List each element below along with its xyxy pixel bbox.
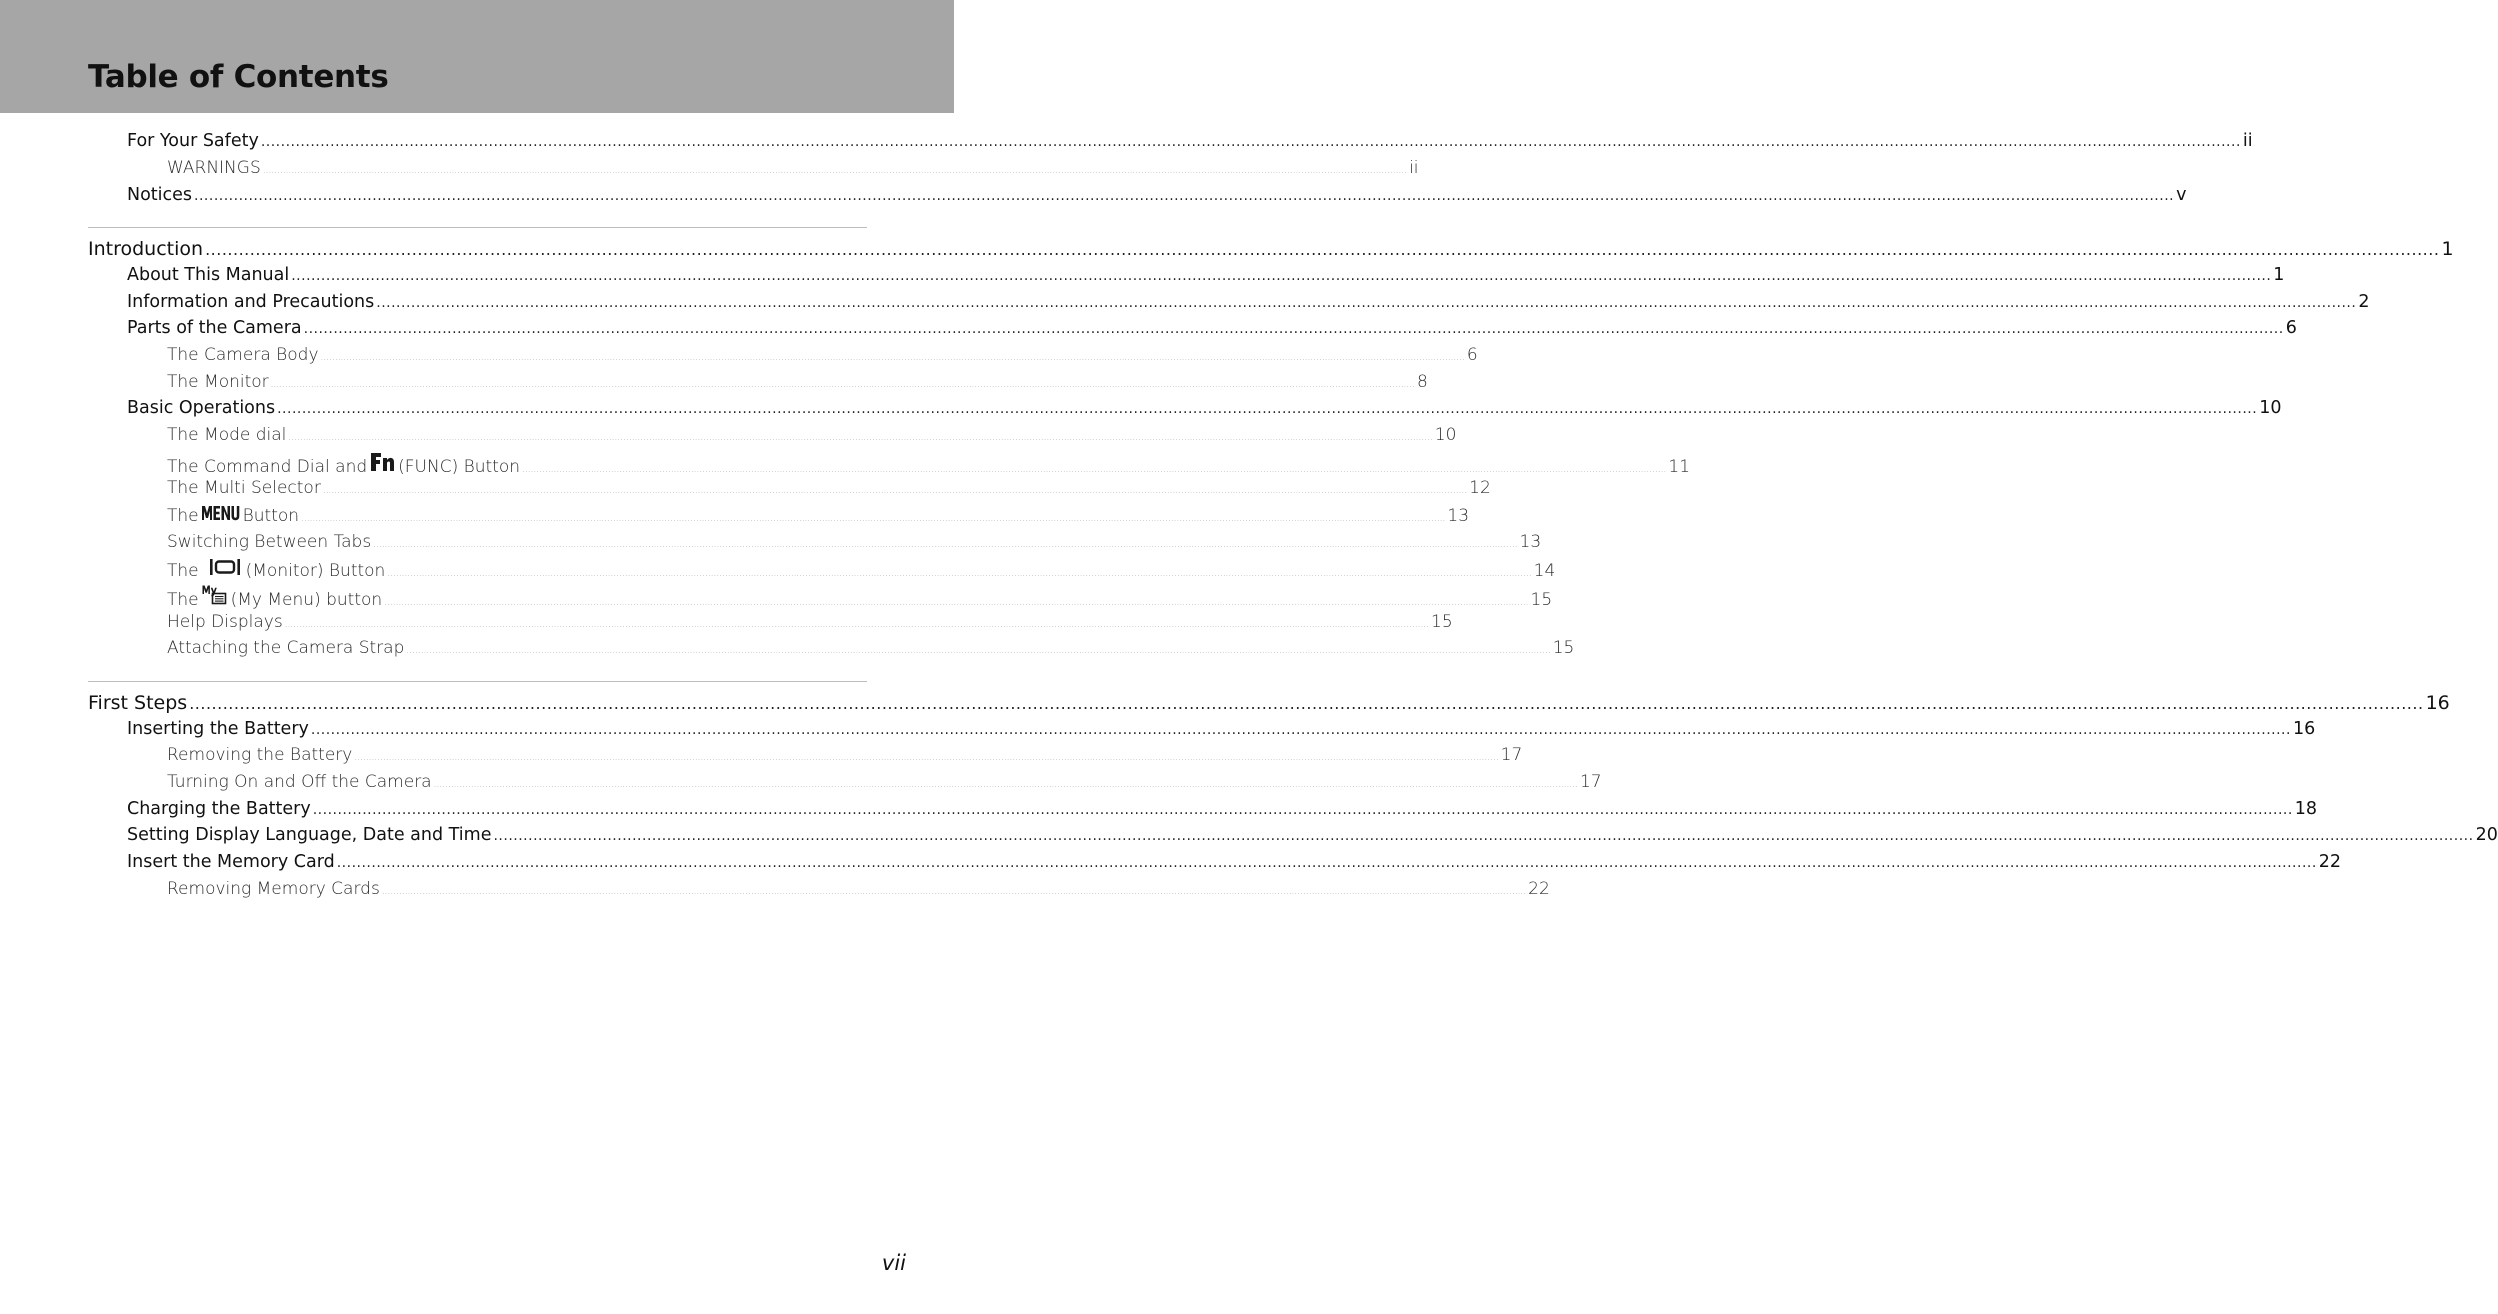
leader-dots: ................................................................................................................................................................................................................................................................................................................................................................................................................	[493, 828, 2474, 844]
leader-dots: ................................................................................................................................................................................................................................................................................................................................................................................................................	[320, 353, 1465, 363]
toc-entry-camera-strap[interactable]: Attaching the Camera Strap ................................................................................................................................................................................................................................................................................................................................................................................................................ 15	[167, 638, 1575, 658]
leader-dots: ................................................................................................................................................................................................................................................................................................................................................................................................................	[288, 433, 1433, 443]
leader-dots: ................................................................................................................................................................................................................................................................................................................................................................................................................	[384, 598, 1529, 608]
toc-entry-notices[interactable]: Notices ................................................................................................................................................................................................................................................................................................................................................................................................................ v	[127, 185, 2187, 205]
leader-dots: ................................................................................................................................................................................................................................................................................................................................................................................................................	[270, 380, 1415, 390]
leader-dots: ................................................................................................................................................................................................................................................................................................................................................................................................................	[373, 540, 1518, 550]
toc-entry-switching-tabs[interactable]: Switching Between Tabs ................................................................................................................................................................................................................................................................................................................................................................................................................ 13	[167, 532, 1542, 552]
leader-dots: ................................................................................................................................................................................................................................................................................................................................................................................................................	[381, 887, 1527, 897]
toc-entry-information-precautions[interactable]: Information and Precautions ................................................................................................................................................................................................................................................................................................................................................................................................................ 2	[127, 292, 2370, 312]
toc-entry-warnings[interactable]: WARNINGS ................................................................................................................................................................................................................................................................................................................................................................................................................ ii	[167, 158, 1419, 178]
menu-button-icon	[202, 505, 240, 521]
toc-entry-multi-selector[interactable]: The Multi Selector ................................................................................................................................................................................................................................................................................................................................................................................................................ 12	[167, 478, 1491, 498]
leader-dots: ................................................................................................................................................................................................................................................................................................................................................................................................................	[376, 295, 2357, 311]
leader-dots: ................................................................................................................................................................................................................................................................................................................................................................................................................	[277, 401, 2258, 417]
toc-entry-monitor-button[interactable]: The (Monitor) Button ................................................................................................................................................................................................................................................................................................................................................................................................................ 14	[167, 558, 867, 581]
monitor-button-icon	[207, 558, 243, 576]
toc-entry-removing-battery[interactable]: Removing the Battery ................................................................................................................................................................................................................................................................................................................................................................................................................ 17	[167, 745, 1523, 765]
toc-entry-charging-battery[interactable]: Charging the Battery ................................................................................................................................................................................................................................................................................................................................................................................................................ 18	[127, 799, 2318, 819]
leader-dots: ................................................................................................................................................................................................................................................................................................................................................................................................................	[194, 188, 2175, 204]
fn-button-icon	[370, 452, 395, 472]
toc-entry-display-language[interactable]: Setting Display Language, Date and Time ................................................................................................................................................................................................................................................................................................................................................................................................................ 20	[127, 825, 2498, 845]
leader-dots: ................................................................................................................................................................................................................................................................................................................................................................................................................	[312, 802, 2293, 818]
leader-dots: ................................................................................................................................................................................................................................................................................................................................................................................................................	[310, 722, 2291, 738]
section-divider	[88, 227, 867, 228]
page-title: Table of Contents	[88, 59, 389, 95]
toc-entry-removing-memory-cards[interactable]: Removing Memory Cards ................................................................................................................................................................................................................................................................................................................................................................................................................ 22	[167, 879, 1550, 899]
toc-entry-menu-button[interactable]: The Button ................................................................................................................................................................................................................................................................................................................................................................................................................ 13	[167, 506, 1470, 526]
section-divider	[88, 681, 867, 682]
toc-entry-camera-body[interactable]: The Camera Body ................................................................................................................................................................................................................................................................................................................................................................................................................ 6	[167, 345, 1478, 365]
toc-section-introduction[interactable]: Introduction ................................................................................................................................................................................................................................................................................................................................................................................................................ 1	[88, 238, 2454, 260]
toc-entry-command-dial[interactable]: The Command Dial and (FUNC) Button ................................................................................................................................................................................................................................................................................................................................................................................................................ 11	[167, 452, 867, 477]
toc-entry-for-your-safety[interactable]: For Your Safety ................................................................................................................................................................................................................................................................................................................................................................................................................ ii	[127, 131, 2253, 151]
toc-entry-help-displays[interactable]: Help Displays ................................................................................................................................................................................................................................................................................................................................................................................................................ 15	[167, 612, 1453, 632]
toc-entry-memory-card[interactable]: Insert the Memory Card ................................................................................................................................................................................................................................................................................................................................................................................................................ 22	[127, 852, 2342, 872]
leader-dots: ................................................................................................................................................................................................................................................................................................................................................................................................................	[301, 514, 1446, 524]
leader-dots: ................................................................................................................................................................................................................................................................................................................................................................................................................	[260, 134, 2241, 150]
toc-entry-inserting-battery[interactable]: Inserting the Battery ................................................................................................................................................................................................................................................................................................................................................................................................................ 16	[127, 719, 2316, 739]
page-number: vii	[881, 1251, 906, 1275]
leader-dots: ................................................................................................................................................................................................................................................................................................................................................................................................................	[336, 855, 2317, 871]
my-menu-icon	[202, 585, 228, 605]
toc-entry-about-this-manual[interactable]: About This Manual ................................................................................................................................................................................................................................................................................................................................................................................................................ 1	[127, 265, 2285, 285]
leader-dots: ................................................................................................................................................................................................................................................................................................................................................................................................................	[189, 694, 2424, 713]
toc-entry-turning-on-off[interactable]: Turning On and Off the Camera ................................................................................................................................................................................................................................................................................................................................................................................................................ 17	[167, 772, 1602, 792]
toc-entry-my-menu-button[interactable]: The (My Menu) button ................................................................................................................................................................................................................................................................................................................................................................................................................ 15	[167, 585, 867, 610]
toc-entry-basic-operations[interactable]: Basic Operations ................................................................................................................................................................................................................................................................................................................................................................................................................ 10	[127, 398, 2282, 418]
leader-dots: ................................................................................................................................................................................................................................................................................................................................................................................................................	[205, 240, 2440, 259]
leader-dots: ................................................................................................................................................................................................................................................................................................................................................................................................................	[291, 268, 2272, 284]
leader-dots: ................................................................................................................................................................................................................................................................................................................................................................................................................	[303, 321, 2284, 337]
toc-entry-mode-dial[interactable]: The Mode dial ................................................................................................................................................................................................................................................................................................................................................................................................................ 10	[167, 425, 1457, 445]
leader-dots: ................................................................................................................................................................................................................................................................................................................................................................................................................	[522, 465, 1667, 475]
leader-dots: ................................................................................................................................................................................................................................................................................................................................................................................................................	[284, 620, 1430, 630]
toc-section-first-steps[interactable]: First Steps ................................................................................................................................................................................................................................................................................................................................................................................................................ 16	[88, 692, 2450, 714]
leader-dots: ................................................................................................................................................................................................................................................................................................................................................................................................................	[387, 569, 1532, 579]
toc-entry-the-monitor[interactable]: The Monitor ................................................................................................................................................................................................................................................................................................................................................................................................................ 8	[167, 372, 1428, 392]
leader-dots: ................................................................................................................................................................................................................................................................................................................................................................................................................	[433, 780, 1578, 790]
leader-dots: ................................................................................................................................................................................................................................................................................................................................................................................................................	[406, 646, 1551, 656]
leader-dots: ................................................................................................................................................................................................................................................................................................................................................................................................................	[262, 166, 1408, 176]
leader-dots: ................................................................................................................................................................................................................................................................................................................................................................................................................	[322, 486, 1468, 496]
header-bar	[0, 0, 954, 113]
toc-entry-parts-of-camera[interactable]: Parts of the Camera ................................................................................................................................................................................................................................................................................................................................................................................................................ 6	[127, 318, 2297, 338]
leader-dots: ................................................................................................................................................................................................................................................................................................................................................................................................................	[354, 753, 1499, 763]
